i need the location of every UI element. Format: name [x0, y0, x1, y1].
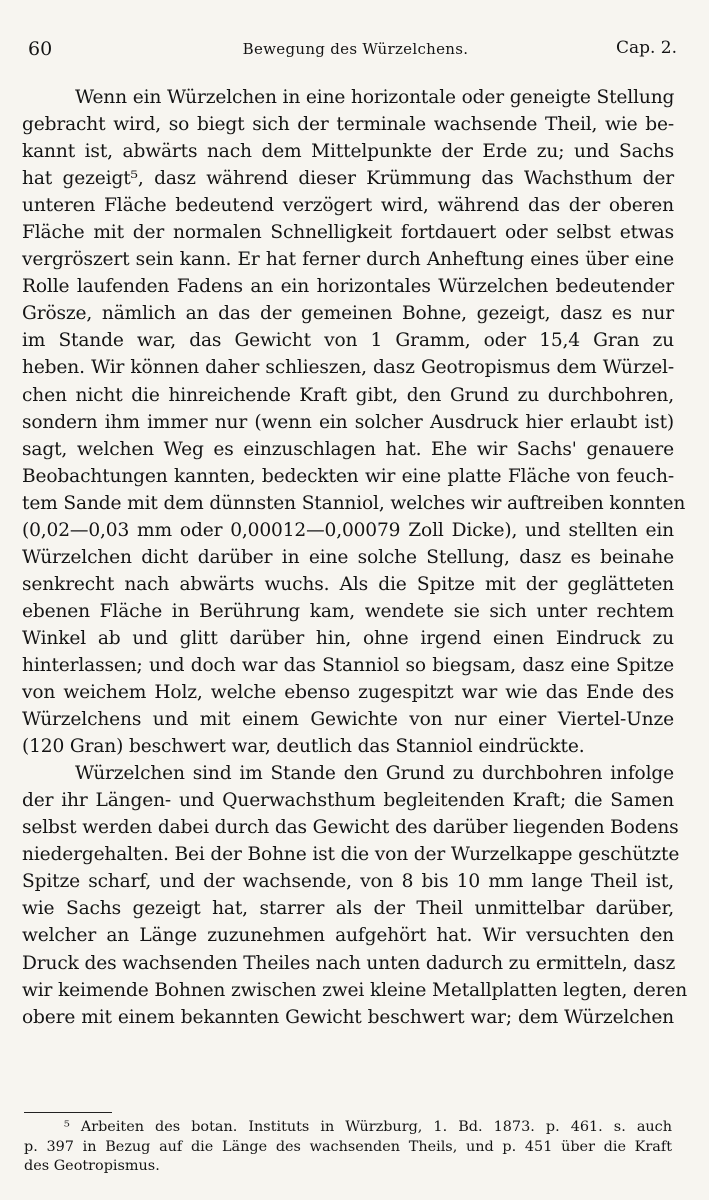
text-line: Beobachtungen kannten, bedeckten wir eine platte Fläche von feuch-: [22, 465, 674, 487]
running-title: Bewegung des Würzelchens.: [242, 40, 469, 58]
text-line: selbst werden dabei durch das Gewicht des darüber liegenden Bodens: [22, 817, 679, 839]
footnote-line: des Geotropismus.: [24, 1158, 160, 1174]
text-line: Spitze scharf, und der wachsende, von 8 bis 10 mm lange Theil ist,: [22, 871, 674, 893]
text-line: von weichem Holz, welche ebenso zugespitzt war wie das Ende des: [22, 682, 674, 704]
footnotes: [24, 1118, 672, 1177]
text-line: Wenn ein Würzelchen in eine horizontale oder geneigte Stellung: [75, 87, 675, 108]
text-line: wie Sachs gezeigt hat, starrer als der Theil unmittelbar darüber,: [22, 898, 674, 920]
page-number: 60: [28, 38, 53, 60]
text-line: Würzelchen dicht darüber in eine solche Stellung, dasz es beinahe: [22, 546, 674, 568]
text-line: ebenen Fläche in Berührung kam, wendete sie sich unter rechtem: [22, 600, 674, 622]
page-header: [28, 38, 683, 68]
text-line: welcher an Länge zuzunehmen aufgehört hat. Wir versuchten den: [22, 925, 674, 947]
text-line: niedergehalten. Bei der Bohne ist die von der Wurzelkappe geschützte: [22, 844, 680, 866]
text-line: Druck des wachsenden Theiles nach unten dadurch zu ermitteln, dasz: [22, 952, 676, 974]
text-line: Rolle laufenden Fadens an ein horizontales Würzelchen bedeutender: [22, 276, 674, 298]
text-line: Würzelchens und mit einem Gewichte von nur einer Viertel-Unze: [22, 709, 674, 731]
text-line: tem Sande mit dem dünnsten Stanniol, welches wir auftreiben konnten: [22, 492, 686, 514]
chapter-label: Cap. 2.: [615, 38, 677, 58]
text-line: heben. Wir können daher schlieszen, dasz Geotropismus dem Würzel-: [22, 357, 674, 379]
footnote-divider: [24, 1112, 112, 1113]
text-line: kannt ist, abwärts nach dem Mittelpunkte der Erde zu; und Sachs: [22, 141, 674, 163]
footnote-line: ⁵ Arbeiten des botan. Instituts in Würzburg, 1. Bd. 1873. p. 461. s. auch: [64, 1119, 672, 1135]
text-line: vergröszert sein kann. Er hat ferner durch Anheftung eines über eine: [22, 249, 674, 271]
text-line: Fläche mit der normalen Schnelligkeit fortdauert oder selbst etwas: [22, 222, 674, 244]
text-line: sondern ihm immer nur (wenn ein solcher Ausdruck hier erlaubt ist): [22, 411, 674, 433]
text-line: obere mit einem bekannten Gewicht beschwert war; dem Würzelchen: [22, 1006, 674, 1028]
text-line: unteren Fläche bedeutend verzögert wird, während das der oberen: [22, 195, 674, 217]
text-line: (120 Gran) beschwert war, deutlich das Stanniol eindrückte.: [22, 736, 585, 758]
text-line: senkrecht nach abwärts wuchs. Als die Spitze mit der geglätteten: [22, 573, 674, 595]
text-line: Würzelchen sind im Stande den Grund zu durchbohren infolge: [75, 763, 674, 785]
text-line: chen nicht die hinreichende Kraft gibt, den Grund zu durchbohren,: [22, 384, 674, 406]
text-line: der ihr Längen- und Querwachsthum begleitenden Kraft; die Samen: [22, 790, 674, 812]
text-line: im Stande war, das Gewicht von 1 Gramm, oder 15,4 Gran zu: [22, 330, 674, 352]
text-line: hinterlassen; und doch war das Stanniol so biegsam, dasz eine Spitze: [22, 654, 674, 676]
text-line: Winkel ab und glitt darüber hin, ohne irgend einen Eindruck zu: [22, 627, 674, 649]
text-line: hat gezeigt⁵, dasz während dieser Krümmung das Wachsthum der: [22, 168, 674, 190]
text-line: gebracht wird, so biegt sich der terminale wachsende Theil, wie be-: [22, 114, 674, 136]
text-line: wir keimende Bohnen zwischen zwei kleine Metallplatten legten, deren: [22, 979, 688, 1001]
body-text: [22, 84, 688, 1031]
text-line: sagt, welchen Weg es einzuschlagen hat. Ehe wir Sachs' genauere: [22, 438, 674, 460]
text-line: (0,02—0,03 mm oder 0,00012—0,00079 Zoll Dicke), und stellten ein: [22, 519, 674, 541]
text-line: Grösze, nämlich an das der gemeinen Bohne, gezeigt, dasz es nur: [22, 303, 674, 325]
footnote-line: p. 397 in Bezug auf die Länge des wachsenden Theils, und p. 451 über die Kraft: [24, 1138, 672, 1155]
